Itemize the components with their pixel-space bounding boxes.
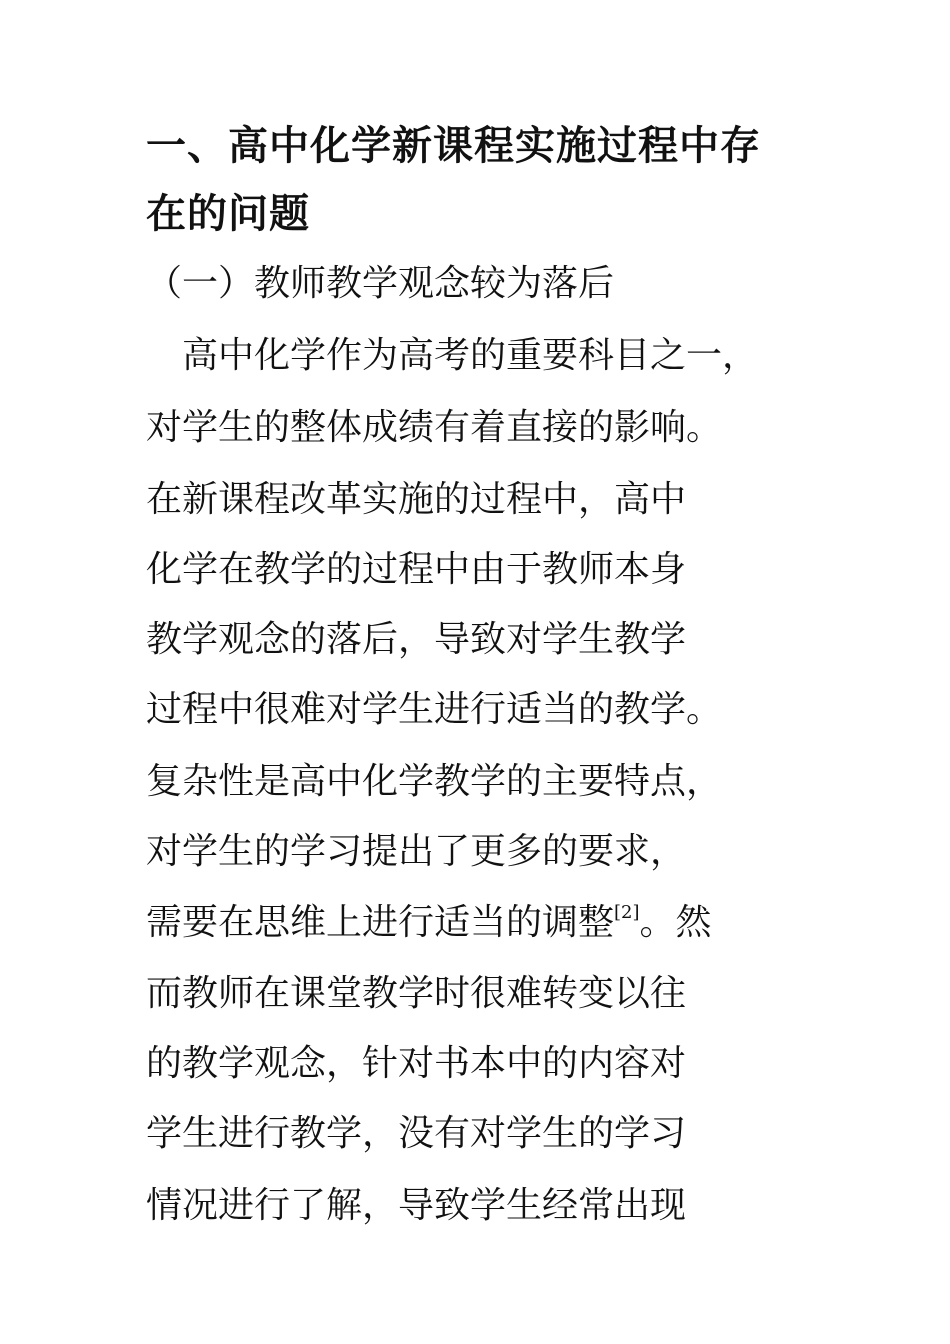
- paragraph-line-8: 对学生的学习提出了更多的要求，: [146, 831, 687, 872]
- paragraph-line-13: 情况进行了解，导致学生经常出现: [146, 1185, 687, 1226]
- paragraph-line-3: 在新课程改革实施的过程中，高中: [146, 479, 687, 520]
- subsection-heading: （一）教师教学观念较为落后: [146, 263, 615, 304]
- section-heading-line-2: 在的问题: [146, 190, 310, 237]
- paragraph-line-12: 学生进行教学，没有对学生的学习: [146, 1113, 687, 1154]
- paragraph-line-7: 复杂性是高中化学教学的主要特点，: [146, 761, 723, 802]
- paragraph-line-9-tail: 。然: [639, 902, 712, 943]
- section-heading-line-1: 一、高中化学新课程实施过程中存: [146, 122, 761, 169]
- paragraph-line-11: 的教学观念，针对书本中的内容对: [146, 1043, 687, 1084]
- paragraph-line-5: 教学观念的落后，导致对学生教学: [146, 619, 687, 660]
- paragraph-line-4: 化学在教学的过程中由于教师本身: [146, 549, 687, 590]
- paragraph-line-9-text: 需要在思维上进行适当的调整: [146, 902, 615, 943]
- citation-marker: [2]: [614, 902, 640, 923]
- paragraph-line-1: 高中化学作为高考的重要科目之一，: [182, 335, 759, 376]
- paragraph-line-6: 过程中很难对学生进行适当的教学。: [146, 689, 723, 730]
- paragraph-line-9: [146, 904, 712, 941]
- paragraph-line-2: 对学生的整体成绩有着直接的影响。: [146, 407, 723, 448]
- paragraph-line-10: 而教师在课堂教学时很难转变以往: [146, 973, 687, 1014]
